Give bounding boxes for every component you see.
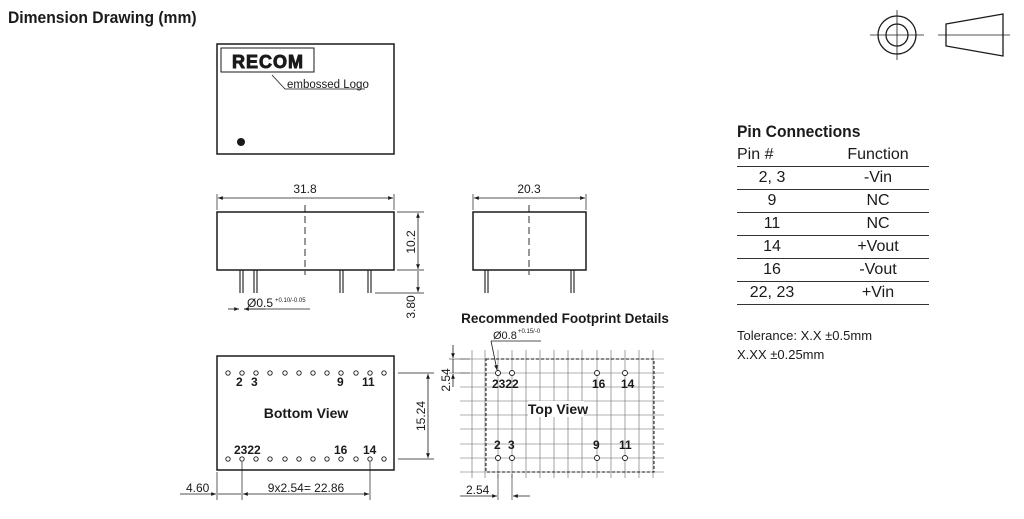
pin-diameter-tolerance: +0.10/-0.05 xyxy=(275,298,306,304)
bottom-view xyxy=(180,356,434,500)
pin-length-label: 3.80 xyxy=(404,295,418,319)
bottom-pin-16: 16 xyxy=(334,443,348,457)
pin-cell: 16 xyxy=(737,259,827,282)
bottom-pin-3: 3 xyxy=(251,375,258,389)
table-row xyxy=(737,190,929,213)
side-height-label: 10.2 xyxy=(404,230,418,254)
bottom-view-label: Bottom View xyxy=(263,405,349,421)
hole-diameter-label: Ø0.8 xyxy=(493,330,517,342)
row-spacing-label: 2.54 xyxy=(439,368,453,392)
function-cell: -Vin xyxy=(827,167,929,190)
fp-pin-23-22: 2322 xyxy=(492,377,519,391)
pin-connections-title: Pin Connections xyxy=(737,122,861,141)
projection-symbol-icon xyxy=(870,10,1010,60)
pin-cell: 2, 3 xyxy=(737,167,827,190)
fp-pin-14: 14 xyxy=(621,377,635,391)
function-cell: NC xyxy=(827,190,929,213)
fp-pin-9: 9 xyxy=(593,438,600,452)
table-row xyxy=(737,213,929,236)
table-row xyxy=(737,282,929,305)
bottom-pin-9: 9 xyxy=(337,375,344,389)
logo-caption: embossed Logo xyxy=(287,79,369,91)
drawing-title: Dimension Drawing (mm) xyxy=(8,8,197,27)
table-row xyxy=(737,167,929,190)
fp-pin-16: 16 xyxy=(592,377,606,391)
end-view xyxy=(473,194,586,293)
end-width-label: 20.3 xyxy=(517,182,541,196)
function-cell: NC xyxy=(827,213,929,236)
pin-cell: 14 xyxy=(737,236,827,259)
pin1-marker xyxy=(237,138,245,146)
pin-diameter-label: Ø0.5 xyxy=(247,296,274,310)
side-view xyxy=(217,194,424,309)
bottom-pin-14: 14 xyxy=(363,443,377,457)
grid-spacing-label: 2.54 xyxy=(466,483,490,497)
pin-cell: 9 xyxy=(737,190,827,213)
footprint-heading: Recommended Footprint Details xyxy=(461,311,669,326)
function-header: Function xyxy=(827,145,929,167)
tolerance-line-2: X.XX ±0.25mm xyxy=(737,347,825,362)
top-view xyxy=(217,44,394,154)
side-width-label: 31.8 xyxy=(293,182,317,196)
bottom-pin-23-22: 2322 xyxy=(234,443,261,457)
bottom-pin-11: 11 xyxy=(362,375,375,389)
fp-pin-3: 3 xyxy=(508,438,515,452)
fp-pin-2: 2 xyxy=(494,438,501,452)
bottom-offset-label: 4.60 xyxy=(186,481,210,495)
table-row xyxy=(737,236,929,259)
top-view-label: Top View xyxy=(527,401,589,417)
pin-header: Pin # xyxy=(737,145,827,167)
pin-cell: 22, 23 xyxy=(737,282,827,305)
function-cell: +Vin xyxy=(827,282,929,305)
pin-connections-table xyxy=(737,145,929,305)
bottom-height-label: 15.24 xyxy=(414,400,428,432)
recom-logo: RECOM xyxy=(232,52,304,72)
pin-cell: 11 xyxy=(737,213,827,236)
bottom-pitch-label: 9x2.54= 22.86 xyxy=(267,481,345,495)
tolerance-line-1: Tolerance: X.X ±0.5mm xyxy=(737,328,873,343)
function-cell: -Vout xyxy=(827,259,929,282)
fp-pin-11: 11 xyxy=(619,438,632,452)
bottom-pin-2: 2 xyxy=(236,375,243,389)
hole-tolerance: +0.15/-0 xyxy=(518,329,541,335)
table-row xyxy=(737,259,929,282)
function-cell: +Vout xyxy=(827,236,929,259)
